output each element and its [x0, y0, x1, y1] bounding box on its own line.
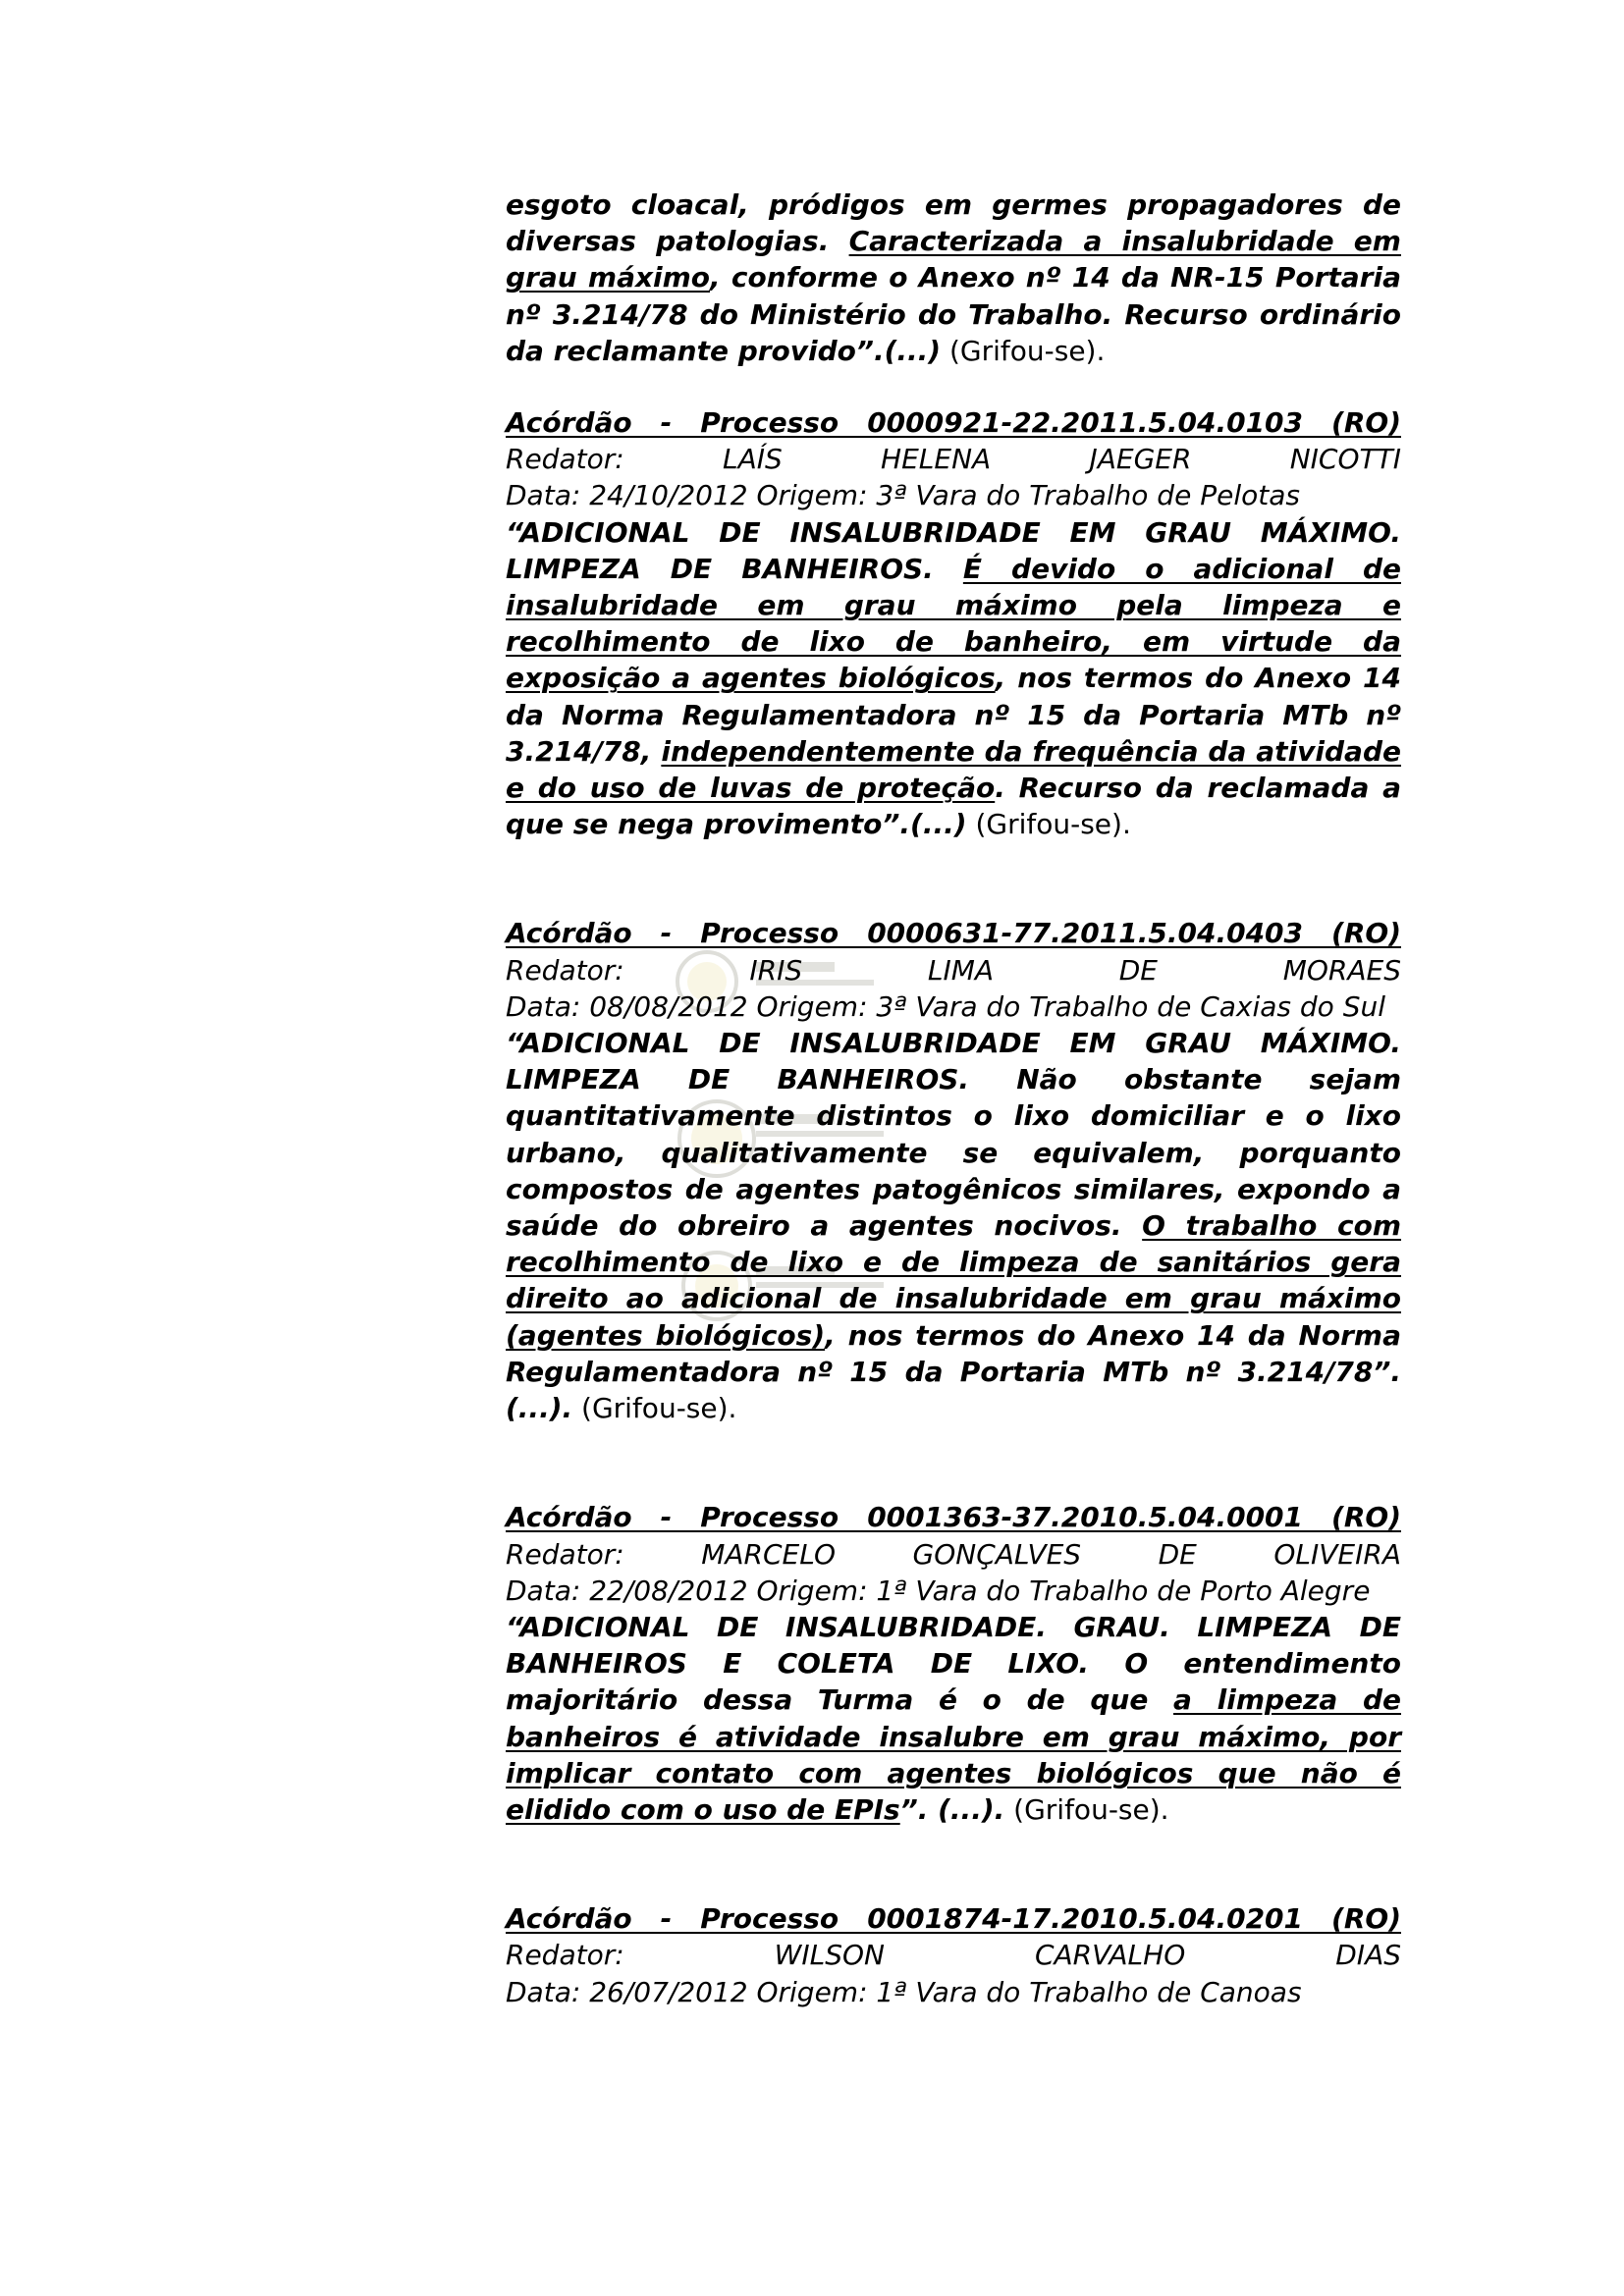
acordao-ref-1: Acórdão - Processo 0000921-22.2011.5.04.0103 (RO)	[506, 406, 1401, 440]
acordao-1-text-underlined-b: independentemente da frequência da atividade e do uso de luvas de proteção	[506, 734, 1401, 805]
acordao-redator-3: Redator: MARCELO GONÇALVES DE OLIVEIRA	[506, 1537, 1401, 1571]
acordao-2-text-a: “ADICIONAL DE INSALUBRIDADE EM GRAU MÁXIMO. LIMPEZA DE BANHEIROS. Não obstante sejam quantitativamente distintos o lixo domiciliar e o lixo urbano, qualitativamente se equivalem, porquanto compostos de agentes patogênicos similares, expondo a saúde do obreiro a agentes nocivos.	[506, 1027, 1401, 1243]
acordao-ref-3: Acórdão - Processo 0001363-37.2010.5.04.0001 (RO)	[506, 1501, 1401, 1534]
acordao-1-grifou: (Grifou-se).	[966, 808, 1131, 841]
acordao-1-text-a: “ADICIONAL DE INSALUBRIDADE EM GRAU MÁXIMO. LIMPEZA DE BANHEIROS.	[506, 515, 1401, 585]
acordao-text-2	[506, 1025, 1401, 1426]
acordao-block-2	[506, 915, 1401, 1426]
acordao-data-origem-4: Data: 26/07/2012 Origem: 1ª Vara do Trabalho de Canoas	[506, 1975, 1302, 2008]
intro-text-underlined: Caracterizada a insalubridade em grau máximo	[506, 225, 1401, 294]
acordao-data-origem-1: Data: 24/10/2012 Origem: 3ª Vara do Trabalho de Pelotas	[506, 479, 1300, 512]
acordao-1-text-b: , nos termos do Anexo 14 da Norma Regulamentadora nº 15 da Portaria MTb nº 3.214/78,	[506, 662, 1401, 768]
acordao-2-text-underlined: O trabalho com recolhimento de lixo e de limpeza de sanitários gera direito ao adicional de insalubridade em grau máximo (agentes biológicos)	[506, 1209, 1402, 1352]
document-page	[506, 187, 1401, 2010]
acordao-block-3	[506, 1499, 1401, 1828]
acordao-1-text-c: . Recurso da reclamada a que se nega provimento”.(...)	[506, 772, 1401, 841]
acordao-ref-4: Acórdão - Processo 0001874-17.2010.5.04.0201 (RO)	[506, 1902, 1401, 1936]
intro-text-1: esgoto cloacal, pródigos em germes propagadores de diversas patologias.	[506, 188, 1401, 258]
acordao-redator-2: Redator: IRIS LIMA DE MORAES	[506, 953, 1401, 987]
acordao-data-origem-3: Data: 22/08/2012 Origem: 1ª Vara do Trabalho de Porto Alegre	[506, 1574, 1371, 1607]
acordao-2-text-b: , nos termos do Anexo 14 da Norma Regulamentadora nº 15 da Portaria MTb nº 3.214/78”. (...).	[506, 1318, 1401, 1425]
acordao-1-text-underlined-a: É devido o adicional de insalubridade em grau máximo pela limpeza e recolhimento de lixo de banheiro, em virtude da exposição a agentes biológicos	[506, 552, 1401, 695]
acordao-3-text-b: ”. (...).	[899, 1792, 1005, 1826]
intro-text-2: , conforme o Anexo nº 14 da NR-15 Portaria nº 3.214/78 do Ministério do Trabalho. Recurso ordinário da reclamante provido”.(...)	[506, 261, 1401, 367]
acordao-3-text-a: “ADICIONAL DE INSALUBRIDADE. GRAU. LIMPEZA DE BANHEIROS E COLETA DE LIXO. O entendimento majoritário dessa Turma é o de que	[506, 1610, 1401, 1717]
acordao-block-1	[506, 404, 1401, 842]
acordao-2-grifou: (Grifou-se).	[572, 1392, 737, 1425]
intro-paragraph	[506, 187, 1401, 369]
acordao-3-text-underlined: a limpeza de banheiros é atividade insalubre em grau máximo, por implicar contato com agentes biológicos que não é elidido com o uso de EPIs	[506, 1683, 1401, 1826]
intro-grifou: (Grifou-se).	[941, 334, 1106, 367]
acordao-data-origem-2: Data: 08/08/2012 Origem: 3ª Vara do Trabalho de Caxias do Sul	[506, 989, 1386, 1023]
acordao-text-1	[506, 514, 1401, 843]
acordao-ref-2: Acórdão - Processo 0000631-77.2011.5.04.0403 (RO)	[506, 917, 1401, 950]
acordao-redator-4: Redator: WILSON CARVALHO DIAS	[506, 1939, 1401, 1972]
acordao-3-grifou: (Grifou-se).	[1004, 1792, 1169, 1826]
acordao-text-3	[506, 1609, 1401, 1828]
acordao-block-4	[506, 1900, 1401, 2010]
acordao-redator-1: Redator: LAÍS HELENA JAEGER NICOTTI	[506, 443, 1401, 476]
